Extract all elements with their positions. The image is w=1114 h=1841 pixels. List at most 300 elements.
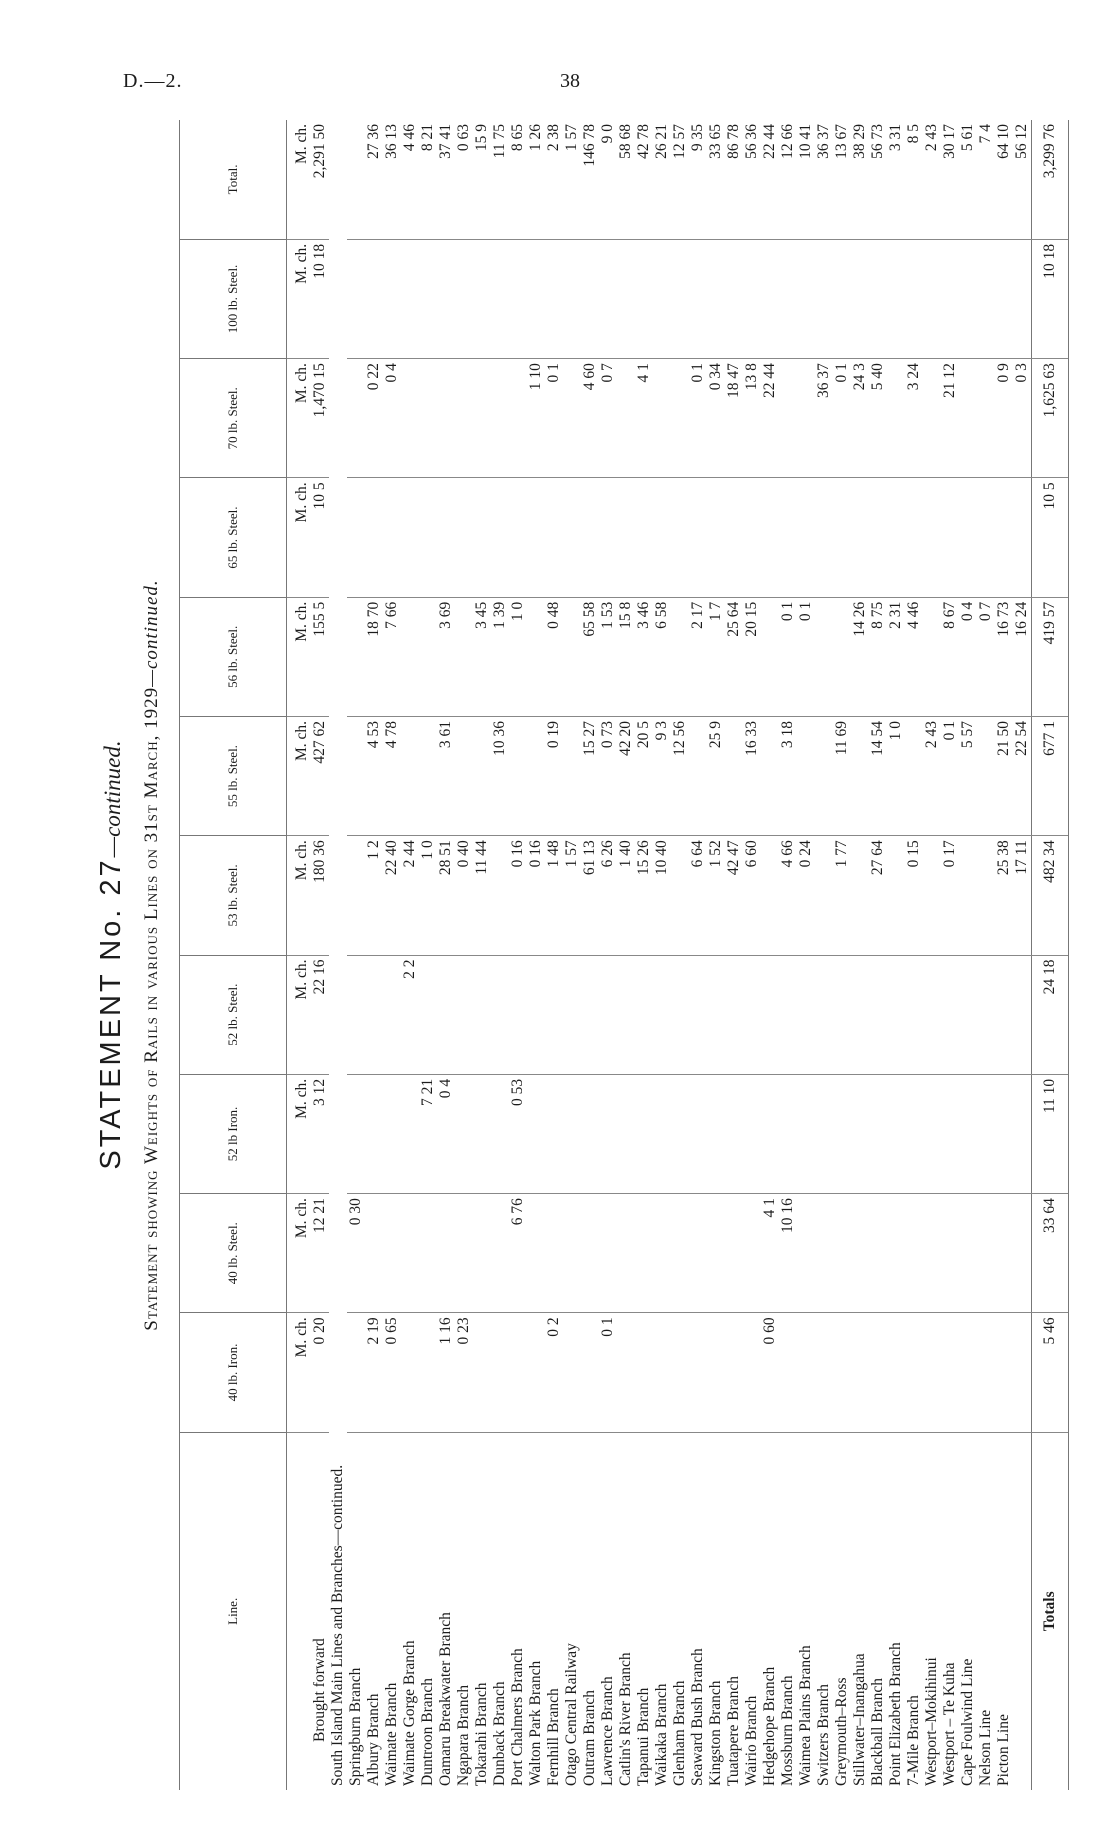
table-cell	[671, 597, 689, 716]
table-cell	[941, 1074, 959, 1193]
table-cell: 25 9	[707, 716, 725, 835]
table-cell	[437, 478, 455, 597]
statement-title	[95, 120, 128, 1790]
line-name: Ngapara Branch	[455, 1684, 472, 1786]
brought-forward-cell: 155 5	[311, 597, 329, 716]
table-cell	[1013, 239, 1032, 358]
table-cell: 1 57	[563, 836, 581, 955]
rails-weight-table	[179, 120, 1069, 1790]
table-row	[743, 120, 761, 1790]
table-cell: 20 5	[635, 716, 653, 835]
table-cell	[761, 597, 779, 716]
table-row	[455, 120, 473, 1790]
table-cell	[797, 1074, 815, 1193]
table-cell	[851, 1074, 869, 1193]
table-cell	[941, 1313, 959, 1432]
unit-cell: M. ch.	[287, 1074, 312, 1193]
header-ref: D.—2.	[123, 70, 183, 92]
line-name: Oamaru Breakwater Branch	[437, 1612, 454, 1786]
table-cell	[887, 836, 905, 955]
table-cell	[905, 478, 923, 597]
table-cell	[419, 478, 437, 597]
table-cell: 146 78	[581, 120, 599, 239]
table-cell: 10 40	[653, 836, 671, 955]
table-row	[653, 120, 671, 1790]
table-cell: 16 33	[743, 716, 761, 835]
table-cell: 0 16	[527, 836, 545, 955]
table-cell	[563, 955, 581, 1074]
table-cell	[995, 478, 1013, 597]
brought-forward-cell: 427 62	[311, 716, 329, 835]
table-cell: 3 69	[437, 597, 455, 716]
table-cell: 10 36	[491, 716, 509, 835]
table-cell	[419, 239, 437, 358]
table-cell	[743, 1074, 761, 1193]
table-cell: 0 60	[761, 1313, 779, 1432]
table-cell: 17 11	[1013, 836, 1032, 955]
table-header-row	[180, 120, 287, 1790]
table-cell	[599, 1194, 617, 1313]
table-cell	[401, 716, 419, 835]
unit-cell: M. ch.	[287, 955, 312, 1074]
table-cell: 6 60	[743, 836, 761, 955]
table-cell: 58 68	[617, 120, 635, 239]
table-row	[977, 120, 995, 1790]
table-cell	[761, 1074, 779, 1193]
table-cell	[563, 716, 581, 835]
table-cell: 22 44	[761, 120, 779, 239]
table-cell	[581, 1313, 599, 1432]
table-cell: 36 37	[815, 120, 833, 239]
table-cell	[905, 239, 923, 358]
table-cell	[491, 239, 509, 358]
table-cell: 0 1	[689, 359, 707, 478]
table-cell: 5 57	[959, 716, 977, 835]
table-cell	[347, 1074, 365, 1193]
table-cell	[977, 1074, 995, 1193]
table-row	[959, 120, 977, 1790]
table-cell	[581, 239, 599, 358]
table-cell	[833, 478, 851, 597]
table-cell: 25 64	[725, 597, 743, 716]
statement-title-main: STATEMENT No. 27	[95, 857, 127, 1170]
table-cell	[581, 478, 599, 597]
table-cell: 14 26	[851, 597, 869, 716]
unit-cell: M. ch.	[287, 597, 312, 716]
line-name: Point Elizabeth Branch	[887, 1642, 904, 1786]
totals-row	[1032, 120, 1069, 1790]
table-cell: 11 75	[491, 120, 509, 239]
line-name: Tuatapere Branch	[725, 1675, 742, 1786]
totals-cell: 24 18	[1032, 955, 1069, 1074]
line-name: Waimate Branch	[383, 1682, 400, 1786]
table-cell: 86 78	[725, 120, 743, 239]
table-cell	[437, 1194, 455, 1313]
line-name: Waimea Plains Branch	[797, 1645, 814, 1786]
line-name: Cape Foulwind Line	[959, 1658, 976, 1786]
table-cell	[491, 836, 509, 955]
line-name: Nelson Line	[977, 1709, 994, 1786]
unit-cell: M. ch.	[287, 359, 312, 478]
page-number: 38	[560, 70, 580, 92]
units-row	[287, 120, 312, 1790]
table-cell	[977, 836, 995, 955]
table-cell	[977, 359, 995, 478]
table-cell	[797, 1313, 815, 1432]
table-cell	[671, 836, 689, 955]
table-cell	[959, 1074, 977, 1193]
table-cell	[347, 239, 365, 358]
table-cell	[401, 239, 419, 358]
table-cell	[473, 955, 491, 1074]
table-cell	[779, 478, 797, 597]
table-cell	[563, 1313, 581, 1432]
section-heading-row	[329, 120, 347, 1790]
table-cell	[383, 239, 401, 358]
statement-subtitle-cont: —continued.	[141, 579, 162, 687]
statement-subtitle	[141, 120, 163, 1790]
table-cell	[617, 1074, 635, 1193]
table-cell	[383, 478, 401, 597]
table-cell: 27 36	[365, 120, 383, 239]
table-cell: 15 8	[617, 597, 635, 716]
table-cell	[473, 716, 491, 835]
table-row	[635, 120, 653, 1790]
line-name: Dunback Branch	[491, 1681, 508, 1786]
table-cell: 13 67	[833, 120, 851, 239]
table-cell	[779, 239, 797, 358]
table-row	[473, 120, 491, 1790]
table-cell	[401, 597, 419, 716]
table-cell	[887, 1313, 905, 1432]
table-cell	[671, 1313, 689, 1432]
table-cell: 5 40	[869, 359, 887, 478]
line-name: 7-Mile Branch	[905, 1695, 922, 1786]
table-cell	[599, 1074, 617, 1193]
table-cell	[491, 955, 509, 1074]
table-cell	[725, 1074, 743, 1193]
brought-forward-row	[311, 120, 329, 1790]
table-cell	[815, 239, 833, 358]
column-header: 70 lb. Steel.	[180, 359, 287, 478]
line-name: Seaward Bush Branch	[689, 1648, 706, 1786]
table-cell	[815, 716, 833, 835]
table-cell: 8 67	[941, 597, 959, 716]
totals-label: Totals	[1032, 1432, 1069, 1790]
table-cell	[635, 955, 653, 1074]
table-cell	[833, 1194, 851, 1313]
table-cell	[473, 478, 491, 597]
table-cell	[617, 1313, 635, 1432]
table-cell	[923, 955, 941, 1074]
table-cell: 3 61	[437, 716, 455, 835]
table-cell: 4 1	[761, 1194, 779, 1313]
table-cell	[347, 955, 365, 1074]
column-header: 100 lb. Steel.	[180, 239, 287, 358]
table-cell	[995, 955, 1013, 1074]
table-cell	[905, 716, 923, 835]
table-cell	[401, 1074, 419, 1193]
table-cell	[455, 478, 473, 597]
table-cell	[455, 239, 473, 358]
table-cell: 3 18	[779, 716, 797, 835]
table-cell	[977, 478, 995, 597]
table-cell	[977, 955, 995, 1074]
table-cell	[923, 1194, 941, 1313]
table-cell: 7 21	[419, 1074, 437, 1193]
brought-forward-label: Brought forward	[311, 1638, 328, 1742]
table-cell	[995, 239, 1013, 358]
line-name: Westport – Te Kuha	[941, 1662, 958, 1786]
line-name: Kingston Branch	[707, 1680, 724, 1786]
table-cell: 4 46	[905, 597, 923, 716]
line-name: Waikaka Branch	[653, 1683, 670, 1786]
table-cell	[509, 359, 527, 478]
table-cell: 0 1	[833, 359, 851, 478]
table-cell	[1013, 1074, 1032, 1193]
table-cell	[707, 478, 725, 597]
table-cell: 0 40	[455, 836, 473, 955]
totals-cell: 419 57	[1032, 597, 1069, 716]
table-cell: 8 65	[509, 120, 527, 239]
unit-cell: M. ch.	[287, 1313, 312, 1432]
line-name: Wairio Branch	[743, 1695, 760, 1786]
table-cell: 21 12	[941, 359, 959, 478]
table-cell	[869, 955, 887, 1074]
table-cell: 38 29	[851, 120, 869, 239]
table-cell	[833, 239, 851, 358]
table-cell	[923, 1074, 941, 1193]
table-cell	[851, 716, 869, 835]
table-cell: 6 76	[509, 1194, 527, 1313]
table-cell	[815, 1074, 833, 1193]
table-row	[869, 120, 887, 1790]
table-row	[779, 120, 797, 1790]
table-cell	[743, 478, 761, 597]
table-cell	[905, 1313, 923, 1432]
table-cell	[725, 239, 743, 358]
table-cell: 2 38	[545, 120, 563, 239]
table-cell	[815, 597, 833, 716]
table-cell: 0 4	[437, 1074, 455, 1193]
table-cell	[455, 359, 473, 478]
column-header: 40 lb. Iron.	[180, 1313, 287, 1432]
table-cell	[689, 955, 707, 1074]
table-cell	[527, 239, 545, 358]
table-cell	[1013, 955, 1032, 1074]
line-name: Hedgehope Branch	[761, 1666, 778, 1786]
table-cell	[347, 478, 365, 597]
table-cell	[419, 359, 437, 478]
table-cell	[491, 359, 509, 478]
table-cell: 64 10	[995, 120, 1013, 239]
table-cell	[563, 359, 581, 478]
table-cell	[455, 597, 473, 716]
line-name: Catlin's River Branch	[617, 1652, 634, 1786]
table-cell	[509, 955, 527, 1074]
table-cell: 8 75	[869, 597, 887, 716]
line-name: Tapanui Branch	[635, 1687, 652, 1786]
table-cell	[797, 359, 815, 478]
table-cell	[959, 836, 977, 955]
table-cell: 8 5	[905, 120, 923, 239]
table-cell	[959, 478, 977, 597]
brought-forward-cell: 22 16	[311, 955, 329, 1074]
table-cell	[509, 478, 527, 597]
table-row	[437, 120, 455, 1790]
table-cell	[887, 478, 905, 597]
table-cell	[725, 1194, 743, 1313]
table-cell	[977, 716, 995, 835]
table-row	[689, 120, 707, 1790]
table-cell	[563, 239, 581, 358]
table-cell	[473, 359, 491, 478]
table-cell: 9 0	[599, 120, 617, 239]
table-row	[527, 120, 545, 1790]
table-cell	[725, 716, 743, 835]
table-cell: 24 3	[851, 359, 869, 478]
section-heading: South Island Main Lines and Branches—continued.	[329, 1464, 346, 1786]
table-row	[491, 120, 509, 1790]
table-cell	[347, 597, 365, 716]
table-cell	[401, 478, 419, 597]
table-cell	[923, 239, 941, 358]
table-cell	[869, 239, 887, 358]
table-cell	[779, 1074, 797, 1193]
table-row	[545, 120, 563, 1790]
totals-cell: 482 34	[1032, 836, 1069, 955]
table-cell	[923, 359, 941, 478]
table-cell: 2 31	[887, 597, 905, 716]
table-cell	[707, 955, 725, 1074]
table-cell	[833, 597, 851, 716]
table-cell: 6 26	[599, 836, 617, 955]
table-cell: 0 24	[797, 836, 815, 955]
table-cell	[365, 1074, 383, 1193]
table-cell: 4 53	[365, 716, 383, 835]
table-cell	[797, 716, 815, 835]
table-cell	[563, 597, 581, 716]
table-row	[833, 120, 851, 1790]
line-name: Waimate Gorge Branch	[401, 1640, 418, 1786]
table-cell	[383, 955, 401, 1074]
table-cell	[923, 597, 941, 716]
table-cell: 15 9	[473, 120, 491, 239]
table-cell: 0 34	[707, 359, 725, 478]
table-row	[851, 120, 869, 1790]
column-header: 56 lb. Steel.	[180, 597, 287, 716]
table-cell	[995, 1313, 1013, 1432]
table-cell	[869, 1074, 887, 1193]
table-cell	[347, 1313, 365, 1432]
table-cell: 16 24	[1013, 597, 1032, 716]
table-cell: 7 4	[977, 120, 995, 239]
line-name: Westport–Mokihinui	[923, 1657, 940, 1786]
table-cell	[905, 1194, 923, 1313]
table-cell	[833, 955, 851, 1074]
table-cell	[347, 716, 365, 835]
table-cell: 0 63	[455, 120, 473, 239]
table-cell	[887, 955, 905, 1074]
table-cell	[653, 478, 671, 597]
table-cell	[581, 955, 599, 1074]
table-cell	[689, 1313, 707, 1432]
table-cell: 1 77	[833, 836, 851, 955]
table-row	[383, 120, 401, 1790]
table-cell	[923, 1313, 941, 1432]
table-cell	[851, 955, 869, 1074]
line-name: Blackball Branch	[869, 1677, 886, 1786]
table-cell: 0 1	[797, 597, 815, 716]
table-cell	[473, 239, 491, 358]
totals-cell: 10 18	[1032, 239, 1069, 358]
table-cell: 0 7	[977, 597, 995, 716]
table-cell	[887, 1074, 905, 1193]
table-cell	[527, 597, 545, 716]
table-cell	[671, 478, 689, 597]
column-header: 52 lb Iron.	[180, 1074, 287, 1193]
table-cell	[563, 1194, 581, 1313]
brought-forward-cell: 10 18	[311, 239, 329, 358]
table-cell: 37 41	[437, 120, 455, 239]
unit-cell: M. ch.	[287, 1194, 312, 1313]
table-cell	[671, 1074, 689, 1193]
line-name: Duntroon Branch	[419, 1677, 436, 1786]
brought-forward-cell: 12 21	[311, 1194, 329, 1313]
table-cell	[959, 1194, 977, 1313]
table-row	[671, 120, 689, 1790]
table-cell: 2 43	[923, 716, 941, 835]
table-cell	[779, 359, 797, 478]
table-cell	[851, 836, 869, 955]
table-cell: 2 44	[401, 836, 419, 955]
table-cell: 20 15	[743, 597, 761, 716]
table-cell	[617, 955, 635, 1074]
table-cell	[833, 1074, 851, 1193]
table-cell	[563, 1074, 581, 1193]
table-cell	[851, 239, 869, 358]
table-cell	[599, 955, 617, 1074]
table-cell: 1 39	[491, 597, 509, 716]
table-cell: 2 19	[365, 1313, 383, 1432]
table-cell	[707, 1313, 725, 1432]
table-cell	[617, 478, 635, 597]
table-cell	[761, 239, 779, 358]
table-cell: 30 17	[941, 120, 959, 239]
line-name: Outram Branch	[581, 1690, 598, 1786]
table-cell: 0 15	[905, 836, 923, 955]
table-cell: 0 17	[941, 836, 959, 955]
table-cell: 0 19	[545, 716, 563, 835]
table-cell: 25 38	[995, 836, 1013, 955]
table-cell	[743, 1194, 761, 1313]
table-cell	[743, 955, 761, 1074]
table-cell: 65 58	[581, 597, 599, 716]
table-cell	[851, 478, 869, 597]
table-cell	[509, 716, 527, 835]
table-cell	[1013, 1194, 1032, 1313]
table-cell	[779, 955, 797, 1074]
table-cell	[797, 955, 815, 1074]
table-cell: 8 21	[419, 120, 437, 239]
table-cell	[869, 1313, 887, 1432]
table-row	[887, 120, 905, 1790]
table-cell	[689, 1194, 707, 1313]
line-name: Picton Line	[995, 1714, 1012, 1786]
table-cell	[473, 1313, 491, 1432]
table-row	[707, 120, 725, 1790]
table-cell	[437, 359, 455, 478]
